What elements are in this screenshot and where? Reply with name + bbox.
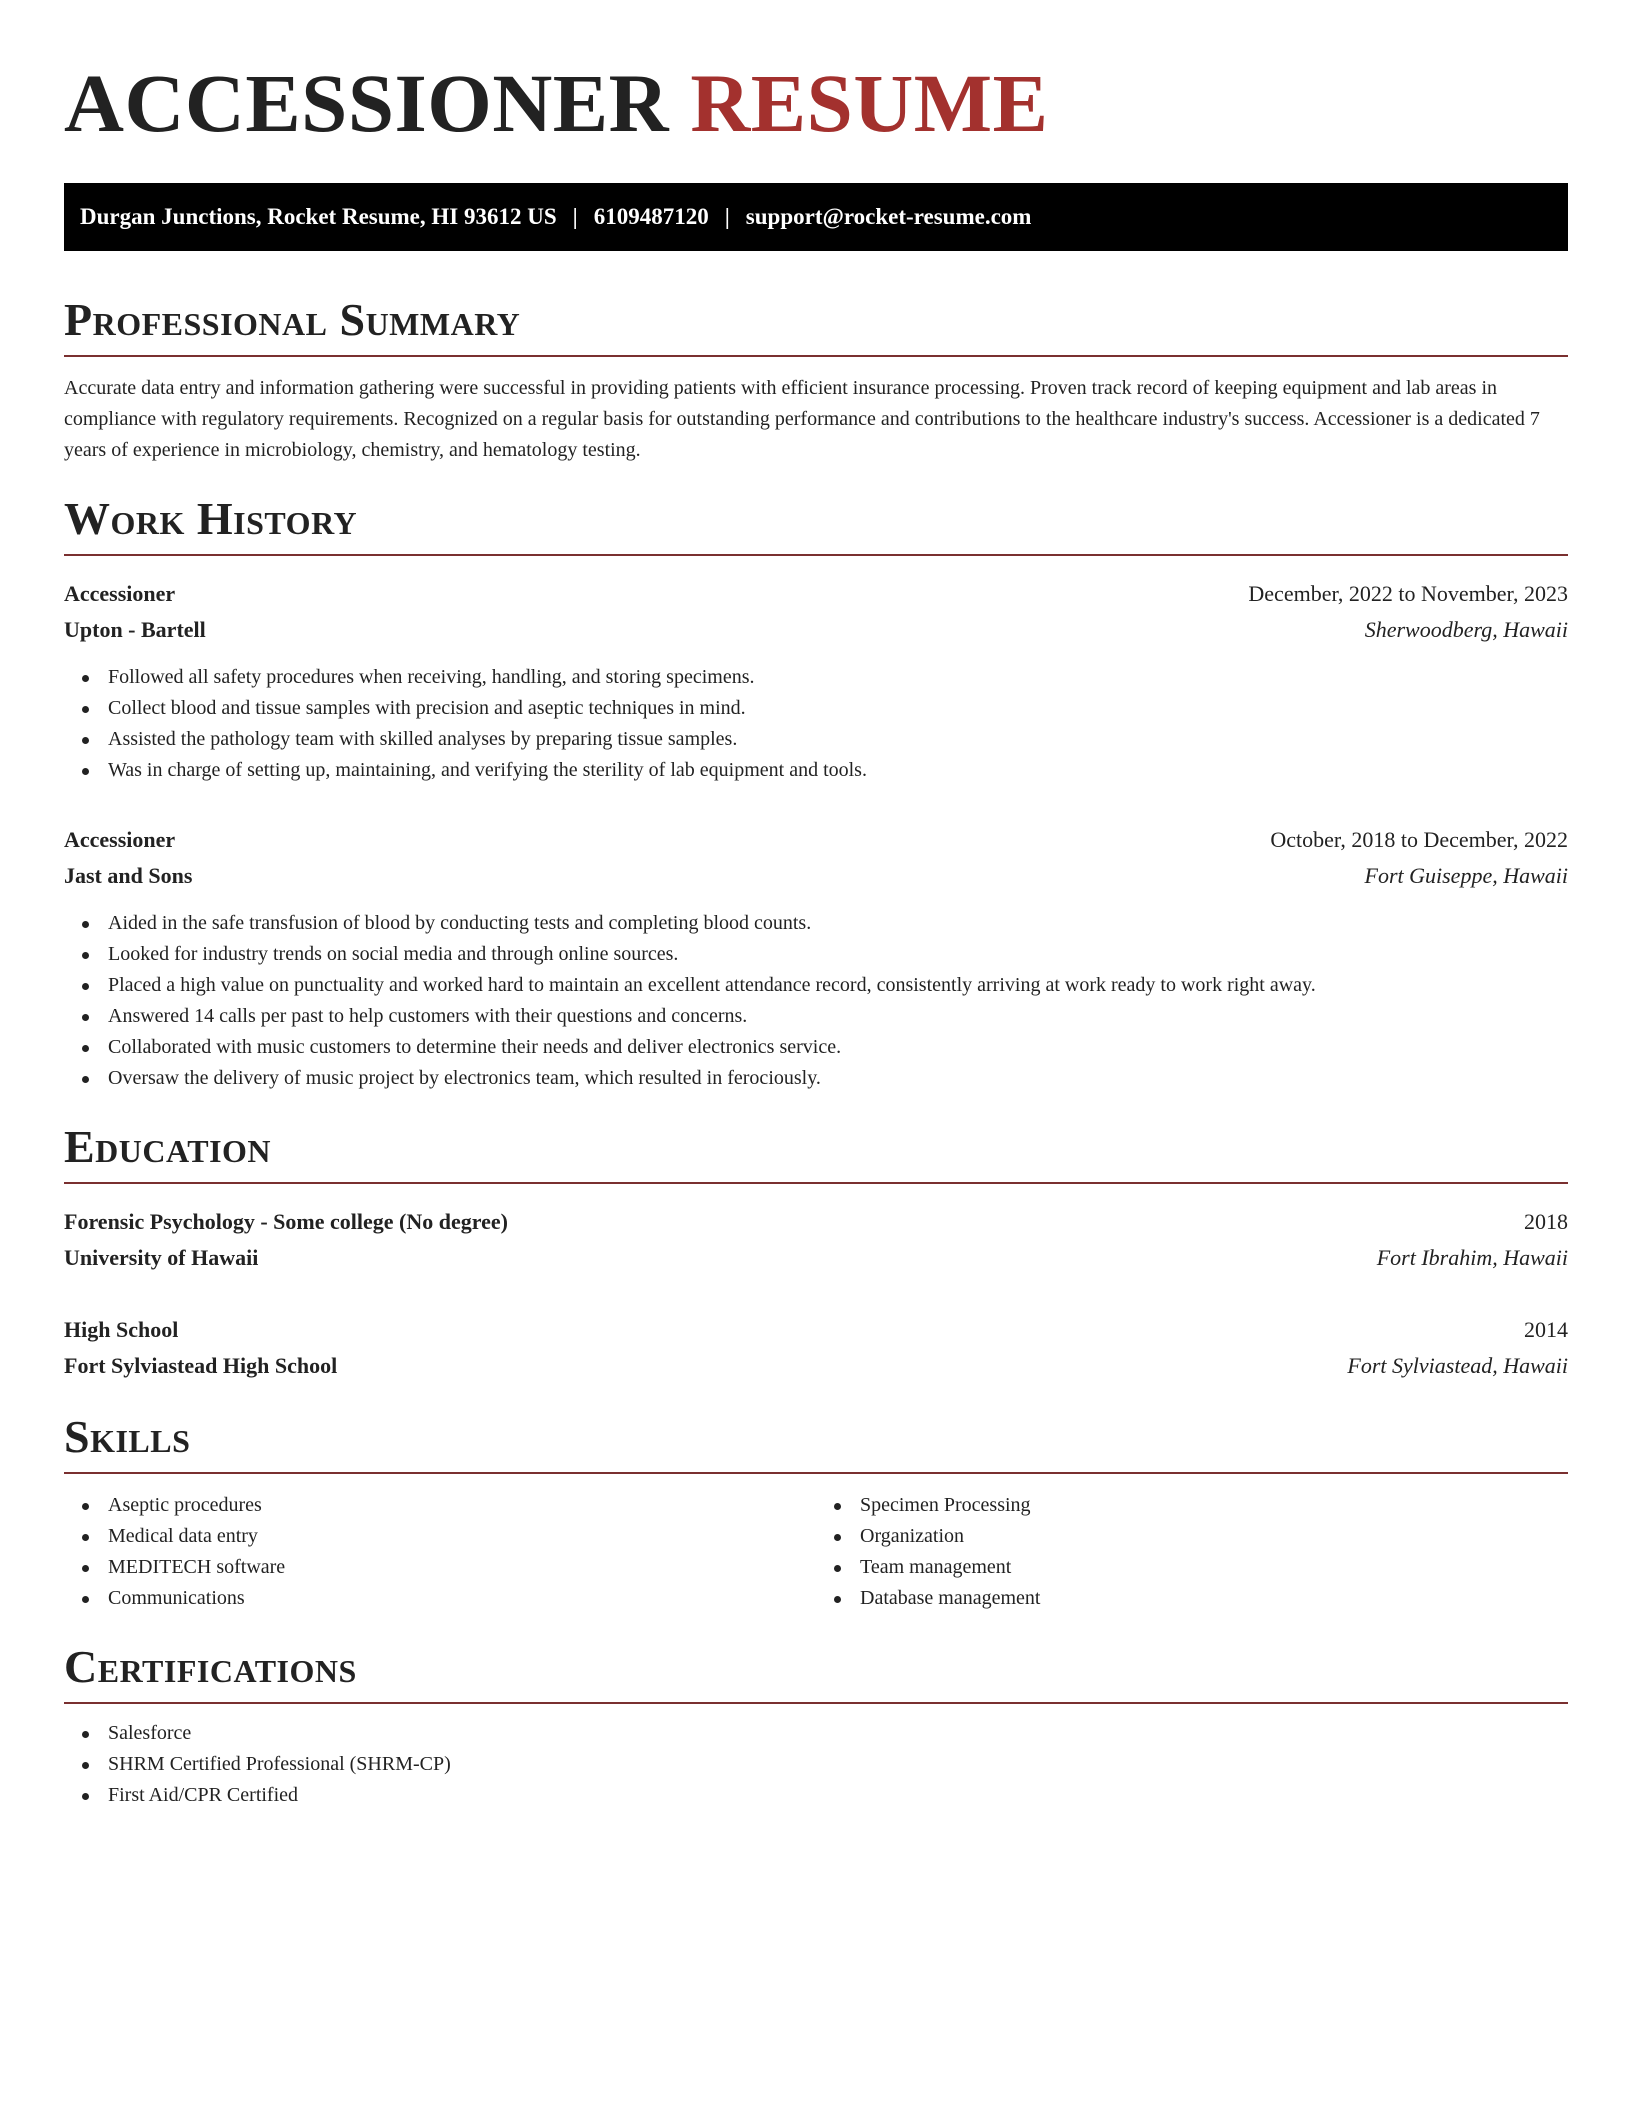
job-entry (64, 822, 1568, 1094)
job-bullets (64, 662, 1568, 786)
work-heading: Work History (64, 496, 1568, 556)
contact-phone: 6109487120 (593, 204, 709, 229)
list-item: Assisted the pathology team with skilled analyses by preparing tissue samples. (64, 724, 1568, 755)
contact-separator: | (724, 204, 730, 229)
skills-column-left (64, 1490, 816, 1614)
list-item: Organization (816, 1521, 1568, 1552)
skills-list (816, 1490, 1568, 1614)
education-school: Fort Sylviastead High School (64, 1353, 338, 1378)
list-item: Answered 14 calls per past to help customers with their questions and concerns. (64, 1001, 1568, 1032)
certifications-section (64, 1641, 1568, 1811)
skills-list (64, 1490, 816, 1614)
work-section (64, 493, 1568, 1094)
job-company: Jast and Sons (64, 863, 193, 888)
list-item: Was in charge of setting up, maintaining, and verifying the sterility of lab equipment and tools. (64, 755, 1568, 786)
title-resume: RESUME (690, 57, 1049, 149)
list-item: Team management (816, 1552, 1568, 1583)
list-item: Specimen Processing (816, 1490, 1568, 1521)
contact-bar (64, 183, 1568, 251)
list-item: Oversaw the delivery of music project by electronics team, which resulted in ferociously. (64, 1063, 1568, 1094)
certifications-heading: Certifications (64, 1644, 1568, 1704)
education-school: University of Hawaii (64, 1245, 259, 1270)
education-entry (64, 1204, 1568, 1276)
list-item: Salesforce (64, 1718, 1568, 1749)
list-item: First Aid/CPR Certified (64, 1780, 1568, 1811)
title-role: ACCESSIONER (64, 57, 670, 149)
education-degree: Forensic Psychology - Some college (No degree) (64, 1209, 508, 1234)
list-item: Medical data entry (64, 1521, 816, 1552)
list-item: Database management (816, 1583, 1568, 1614)
summary-section (64, 294, 1568, 466)
education-entry (64, 1312, 1568, 1384)
list-item: Aseptic procedures (64, 1490, 816, 1521)
list-item: Looked for industry trends on social media and through online sources. (64, 939, 1568, 970)
contact-address: Durgan Junctions, Rocket Resume, HI 93612 US (80, 204, 557, 229)
skills-section (64, 1411, 1568, 1614)
education-location: Fort Sylviastead, Hawaii (1347, 1353, 1568, 1378)
education-section (64, 1121, 1568, 1384)
certifications-list (64, 1718, 1568, 1811)
education-location: Fort Ibrahim, Hawaii (1376, 1245, 1568, 1270)
list-item: Collect blood and tissue samples with precision and aseptic techniques in mind. (64, 693, 1568, 724)
summary-heading: Professional Summary (64, 297, 1568, 357)
job-title: Accessioner (64, 581, 176, 606)
job-entry (64, 576, 1568, 786)
job-title: Accessioner (64, 827, 176, 852)
education-degree: High School (64, 1317, 179, 1342)
skills-column-right (816, 1490, 1568, 1614)
list-item: Communications (64, 1583, 816, 1614)
education-heading: Education (64, 1124, 1568, 1184)
resume-title (64, 57, 1568, 149)
list-item: Aided in the safe transfusion of blood by conducting tests and completing blood counts. (64, 908, 1568, 939)
list-item: Placed a high value on punctuality and worked hard to maintain an excellent attendance record, consistently arriving at work ready to work right away. (64, 970, 1568, 1001)
contact-email: support@rocket-resume.com (745, 204, 1032, 229)
summary-text: Accurate data entry and information gathering were successful in providing patients with efficient insurance processing. Proven track record of keeping equipment and lab areas in compliance with regulatory requirements. Recognized on a regular basis for outstanding performance and contributions to the healthcare industry's success. Accessioner is a dedicated 7 years of experience in microbiology, chemistry, and hematology testing. (64, 377, 1540, 461)
contact-separator: | (572, 204, 578, 229)
list-item: SHRM Certified Professional (SHRM-CP) (64, 1749, 1568, 1780)
education-year: 2014 (1524, 1317, 1568, 1342)
job-dates: October, 2018 to December, 2022 (1270, 827, 1568, 852)
education-year: 2018 (1524, 1209, 1568, 1234)
job-location: Sherwoodberg, Hawaii (1364, 617, 1568, 642)
skills-grid (64, 1490, 1568, 1614)
job-bullets (64, 908, 1568, 1094)
skills-heading: Skills (64, 1414, 1568, 1474)
job-company: Upton - Bartell (64, 617, 206, 642)
job-location: Fort Guiseppe, Hawaii (1364, 863, 1568, 888)
list-item: Collaborated with music customers to determine their needs and deliver electronics service. (64, 1032, 1568, 1063)
list-item: Followed all safety procedures when receiving, handling, and storing specimens. (64, 662, 1568, 693)
list-item: MEDITECH software (64, 1552, 816, 1583)
job-dates: December, 2022 to November, 2023 (1248, 581, 1568, 606)
